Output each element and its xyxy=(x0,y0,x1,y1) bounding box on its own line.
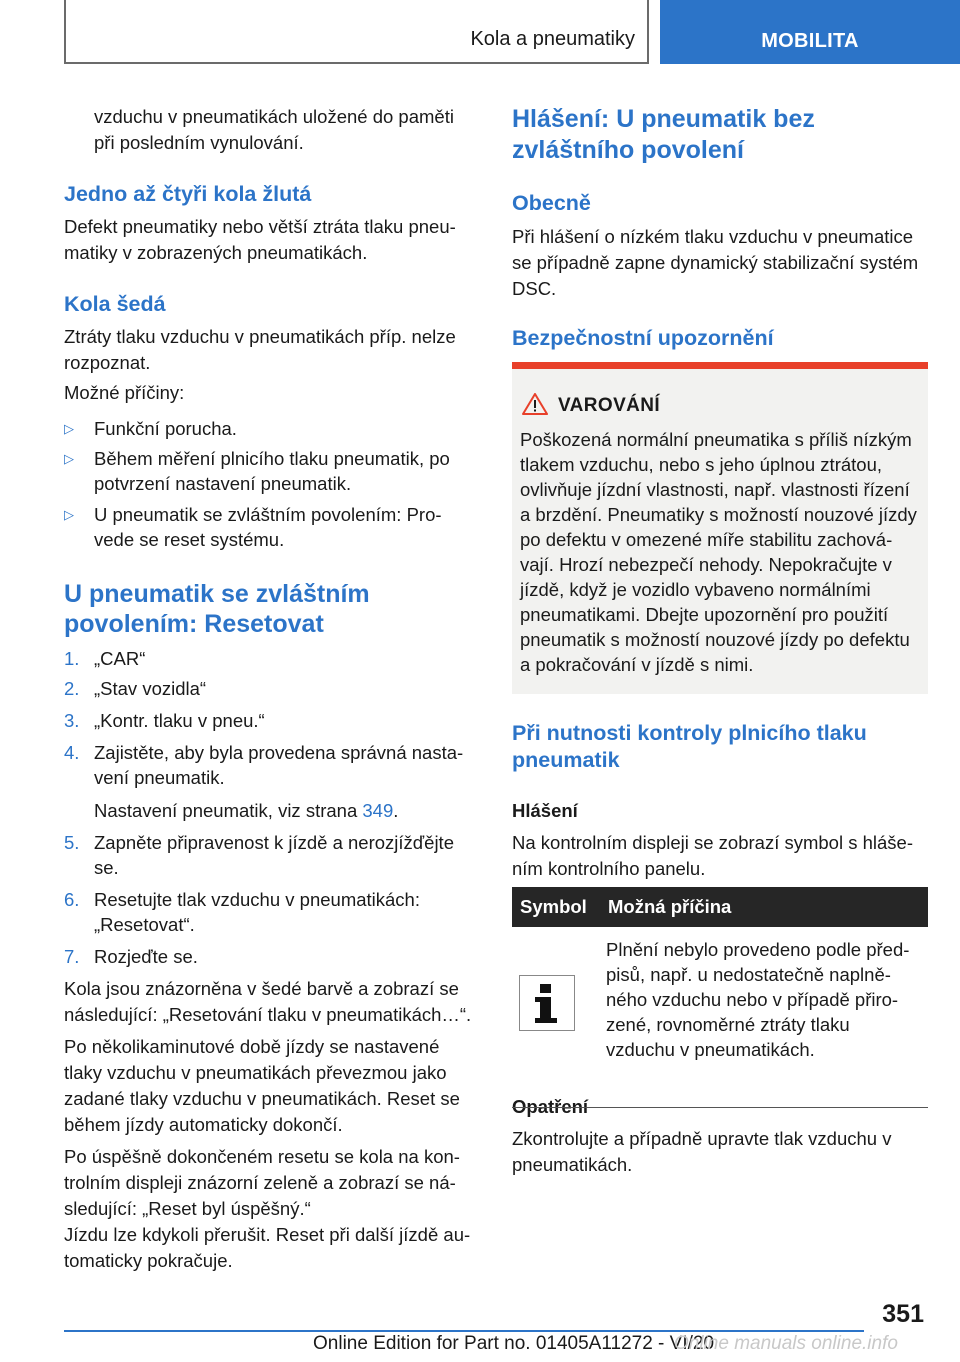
step-text: Rozjeďte se. xyxy=(94,946,198,967)
intro-line: při posledním vynulování. xyxy=(94,132,304,153)
heading-message: Hlášení: U pneumatik bez xyxy=(512,105,815,133)
heading-reset: U pneumatik se zvláštním xyxy=(64,580,370,608)
paragraph-line: Kola jsou znázorněna v šedé barvě a zobrazí se xyxy=(64,978,459,999)
list-item-text: potvrzení nastavení pneumatik. xyxy=(94,473,352,494)
paragraph-line: rozpoznat. xyxy=(64,352,151,373)
heading-pressure-check: pneumatik xyxy=(512,748,620,772)
step-text: „Resetovat“. xyxy=(94,914,195,935)
page-link[interactable]: 349 xyxy=(362,800,394,821)
step-number: 6. xyxy=(64,889,80,910)
step-number: 2. xyxy=(64,678,80,699)
warning-line: a brzdění. Pneumatiky s možností nouzové jízdy xyxy=(520,504,917,525)
paragraph-line: DSC. xyxy=(512,278,557,299)
warning-line: ovlivňuje jízdní vlastnosti, např. vlastnosti řízení xyxy=(520,479,910,500)
triangle-bullet-icon: ▷ xyxy=(64,507,74,522)
warning-line: a pokračování v jízdě s nimi. xyxy=(520,654,754,675)
step-text: Zajistěte, aby byla provedena správná nasta‐ xyxy=(94,742,464,763)
cell-line: pisů, např. u nedostatečně naplně‐ xyxy=(606,964,891,985)
warning-line: tlakem vzduchu, nebo s jeho úplnou ztrátou, xyxy=(520,454,883,475)
column-header-symbol: Symbol xyxy=(520,896,587,917)
step-item xyxy=(64,830,476,880)
warning-title: VAROVÁNÍ xyxy=(558,395,661,416)
step-text: „Stav vozidla“ xyxy=(94,678,207,699)
footer-divider xyxy=(64,1330,864,1332)
step-note-text: Nastavení pneumatik, viz strana xyxy=(94,800,358,821)
triangle-bullet-icon: ▷ xyxy=(64,421,74,436)
paragraph-line: trolním displeji znázorní zeleně a zobrazí se ná‐ xyxy=(64,1172,456,1193)
chapter-label: MOBILITA xyxy=(761,30,859,52)
heading-reset: povolením: Resetovat xyxy=(64,610,324,638)
step-item xyxy=(64,708,476,733)
step-number: 3. xyxy=(64,710,80,731)
heading-pressure-check: Při nutnosti kontroly plnicího tlaku xyxy=(512,721,867,745)
warning-triangle-icon xyxy=(522,393,548,415)
warning-line: Poškozená normální pneumatika s příliš nízkým xyxy=(520,429,912,450)
warning-box xyxy=(512,362,928,694)
step-text: vení pneumatik. xyxy=(94,767,225,788)
paragraph-line: Při hlášení o nízkém tlaku vzduchu v pneumatice xyxy=(512,226,914,247)
table-row xyxy=(512,927,928,1108)
step-text: „CAR“ xyxy=(94,648,146,669)
paragraph-line: zadané tlaky vzduchu v pneumatikách. Reset se xyxy=(64,1088,460,1109)
list-item-text: U pneumatik se zvláštním povolením: Pro‐ xyxy=(94,504,442,525)
header-frame xyxy=(64,0,649,64)
paragraph-line: Na kontrolním displeji se zobrazí symbol s hláše‐ xyxy=(512,832,913,853)
cell-line: vzduchu v pneumatikách. xyxy=(606,1039,815,1060)
paragraph-line: během jízdy automaticky dokončí. xyxy=(64,1114,343,1135)
step-number: 1. xyxy=(64,648,80,669)
subheading-message: Hlášení xyxy=(512,800,578,821)
list-item xyxy=(64,502,476,552)
paragraph-line: Jízdu lze kdykoli přerušit. Reset při další jízdě au‐ xyxy=(64,1224,471,1245)
paragraph-line: ním kontrolního panelu. xyxy=(512,858,706,879)
column-header-cause: Možná příčina xyxy=(608,896,732,917)
intro-line: vzduchu v pneumatikách uložené do paměti xyxy=(94,106,454,127)
subheading-measure: Opatření xyxy=(512,1096,589,1117)
paragraph-line: sledující: „Reset byl úspěšný.“ xyxy=(64,1198,311,1219)
step-note xyxy=(94,798,398,823)
cell-line: ného vzduchu nebo v případě přiro‐ xyxy=(606,989,899,1010)
step-note-dot: . xyxy=(393,800,399,821)
table-cell-cause xyxy=(606,937,928,1062)
warning-line: po defektu v omezené míře stabilitu zachová‐ xyxy=(520,529,893,550)
paragraph-line: tomaticky pokračuje. xyxy=(64,1250,233,1271)
footer-edition: Online Edition for Part no. 01405A11272 - VI/20 xyxy=(313,1333,715,1354)
step-item xyxy=(64,944,476,969)
list-item xyxy=(64,446,476,496)
paragraph-line: se případně zapne dynamický stabilizační systém xyxy=(512,252,919,273)
heading-general: Obecně xyxy=(512,191,591,215)
causes-label: Možné příčiny: xyxy=(64,382,185,403)
step-text: „Kontr. tlaku v pneu.“ xyxy=(94,710,265,731)
table-header xyxy=(512,887,928,927)
cell-line: zené, rovnoměrné ztráty tlaku xyxy=(606,1014,850,1035)
paragraph-line: tlaky vzduchu v pneumatikách převezmou jako xyxy=(64,1062,447,1083)
section-title: Kola a pneumatiky xyxy=(470,28,635,50)
warning-line: pneumatikami. Dbejte upozornění pro použití xyxy=(520,604,889,625)
paragraph-line: Po úspěšně dokončeném resetu se kola na kon‐ xyxy=(64,1146,460,1167)
heading-grey-wheels: Kola šedá xyxy=(64,292,166,316)
list-item xyxy=(64,416,476,441)
symbol-table xyxy=(512,887,928,1108)
list-item-text: Funkční porucha. xyxy=(94,418,237,439)
paragraph-line: pneumatikách. xyxy=(512,1154,633,1175)
page-number: 351 xyxy=(882,1300,924,1328)
heading-yellow-wheels: Jedno až čtyři kola žlutá xyxy=(64,182,312,206)
list-item-text: vede se reset systému. xyxy=(94,529,285,550)
step-text: se. xyxy=(94,857,119,878)
paragraph-line: Ztráty tlaku vzduchu v pneumatikách příp. nelze xyxy=(64,326,456,347)
step-item xyxy=(64,646,476,671)
step-item xyxy=(64,676,476,701)
cell-line: Plnění nebylo provedeno podle před‐ xyxy=(606,939,910,960)
step-item xyxy=(64,887,476,937)
heading-message: zvláštního povolení xyxy=(512,136,744,164)
list-item-text: Během měření plnicího tlaku pneumatik, po xyxy=(94,448,450,469)
paragraph-line: Zkontrolujte a případně upravte tlak vzduchu v xyxy=(512,1128,892,1149)
step-text: Zapněte připravenost k jízdě a nerozjížďějte xyxy=(94,832,454,853)
step-text: Resetujte tlak vzduchu v pneumatikách: xyxy=(94,889,420,910)
watermark: Online manuals online.info xyxy=(674,1333,898,1354)
warning-line: pneumatik s možností nouzové jízdy po defektu xyxy=(520,629,910,650)
info-icon xyxy=(519,975,575,1031)
warning-line: vají. Hrozí nebezpečí nehody. Nepokračujte v xyxy=(520,554,892,575)
paragraph-line: matiky v zobrazených pneumatikách. xyxy=(64,242,368,263)
step-item xyxy=(64,740,476,790)
paragraph-line: následující: „Resetování tlaku v pneumatikách…“. xyxy=(64,1004,472,1025)
triangle-bullet-icon: ▷ xyxy=(64,451,74,466)
heading-safety: Bezpečnostní upozornění xyxy=(512,326,774,350)
step-number: 5. xyxy=(64,832,80,853)
paragraph-line: Po několikaminutové době jízdy se nastavené xyxy=(64,1036,440,1057)
step-number: 4. xyxy=(64,742,80,763)
warning-body xyxy=(520,427,920,677)
paragraph-line: Defekt pneumatiky nebo větší ztráta tlaku pneu‐ xyxy=(64,216,456,237)
chapter-tab[interactable] xyxy=(660,0,960,64)
warning-line: jízdě, když je vozidlo vybaveno normálními xyxy=(520,579,871,600)
step-number: 7. xyxy=(64,946,80,967)
